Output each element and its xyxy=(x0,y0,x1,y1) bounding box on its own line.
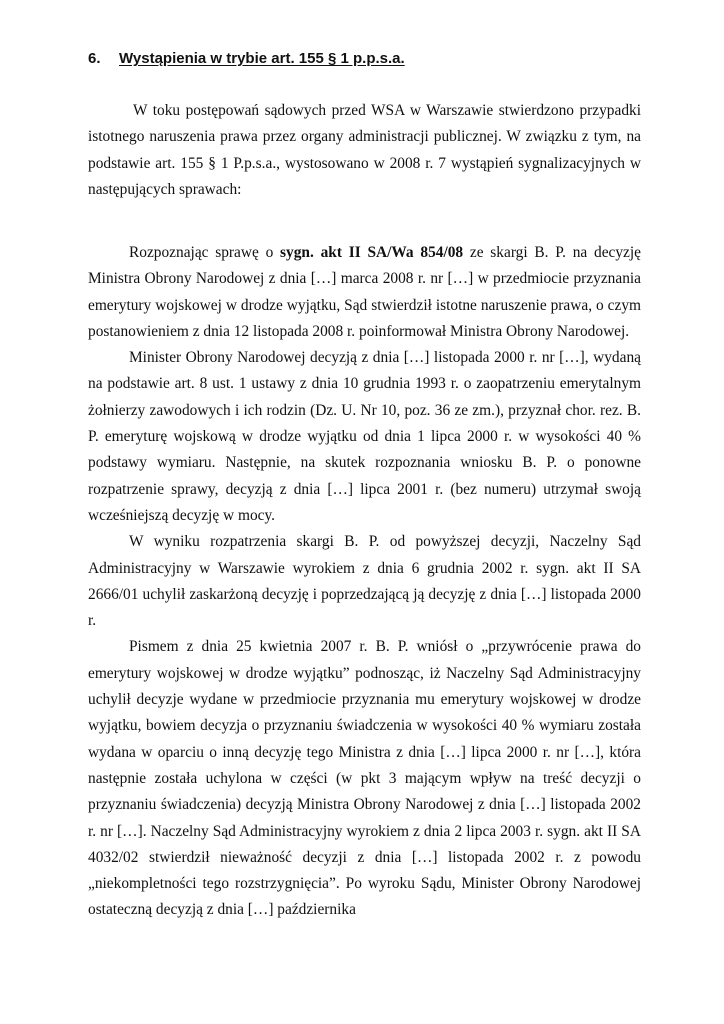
case-paragraph-3: W wyniku rozpatrzenia skargi B. P. od powyższej decyzji, Naczelny Sąd Administracyjny w Warszawie wyrokiem z dnia 6 grudnia 2002 r. sygn. akt II SA 2666/01 uchylił zaskarżoną decyzję i poprzedzającą ją decyzję z dnia […] listopada 2000 r. xyxy=(88,533,641,630)
case-paragraph-1 xyxy=(88,240,641,345)
case-signature: sygn. akt II SA/Wa 854/08 xyxy=(280,244,464,261)
case-description xyxy=(88,240,641,924)
case-paragraph-4: Pismem z dnia 25 kwietnia 2007 r. B. P. wniósł o „przywrócenie prawa do emerytury wojskowej w drodze wyjątku” podnosząc, iż Naczelny Sąd Administracyjny uchylił decyzje wydane w przedmiocie przyznania mu emerytury wojskowej w drodze wyjątku, bowiem decyzja o przyznaniu świadczenia w wysokości 40 % wymiaru została wydana w oparciu o inną decyzję tego Ministra z dnia […] lipca 2000 r. nr […], która następnie została uchylona w części (w pkt 3 mającym wpływ na treść decyzji o przyznaniu świadczenia) decyzją Ministra Obrony Narodowej z dnia […] listopada 2002 r. nr […]. Naczelny Sąd Administracyjny wyrokiem z dnia 2 lipca 2003 r. sygn. akt II SA 4032/02 stwierdził nieważność decyzji z dnia […] listopada 2002 r. z powodu „niekompletności tego rozstrzygnięcia”. Po wyroku Sądu, Minister Obrony Narodowej ostateczną decyzją z dnia […] października xyxy=(88,638,641,919)
section-number: 6. xyxy=(88,50,101,67)
case-lead-text: Rozpoznając sprawę o xyxy=(129,244,281,261)
section-title: Wystąpienia w trybie art. 155 § 1 p.p.s.a. xyxy=(119,50,405,67)
case-paragraph-1-text: ze skargi B. P. na decyzję Ministra Obrony Narodowej z dnia […] marca 2008 r. nr […] w przedmiocie przyznania emerytury wojskowej w drodze wyjątku, Sąd stwierdził istotne naruszenie prawa, o czym postanowieniem z dnia 12 listopada 2008 r. poinformował Ministra Obrony Narodowej. xyxy=(88,244,641,340)
intro-paragraph: W toku postępowań sądowych przed WSA w Warszawie stwierdzono przypadki istotnego naruszenia prawa przez organy administracji publicznej. W związku z tym, na podstawie art. 155 § 1 P.p.s.a., wystosowano w 2008 r. 7 wystąpień sygnalizacyjnych w następujących sprawach: xyxy=(88,102,641,198)
section-heading xyxy=(88,50,405,68)
case-paragraph-2: Minister Obrony Narodowej decyzją z dnia […] listopada 2000 r. nr […], wydaną na podstawie art. 8 ust. 1 ustawy z dnia 10 grudnia 1993 r. o zaopatrzeniu emerytalnym żołnierzy zawodowych i ich rodzin (Dz. U. Nr 10, poz. 36 ze zm.), przyznał chor. rez. B. P. emeryturę wojskową w drodze wyjątku od dnia 1 lipca 2000 r. w wysokości 40 % podstawy wymiaru. Następnie, na skutek rozpoznania wniosku B. P. o ponowne rozpatrzenie sprawy, decyzją z dnia […] lipca 2001 r. (bez numeru) utrzymał swoją wcześniejszą decyzję w mocy. xyxy=(88,349,641,524)
